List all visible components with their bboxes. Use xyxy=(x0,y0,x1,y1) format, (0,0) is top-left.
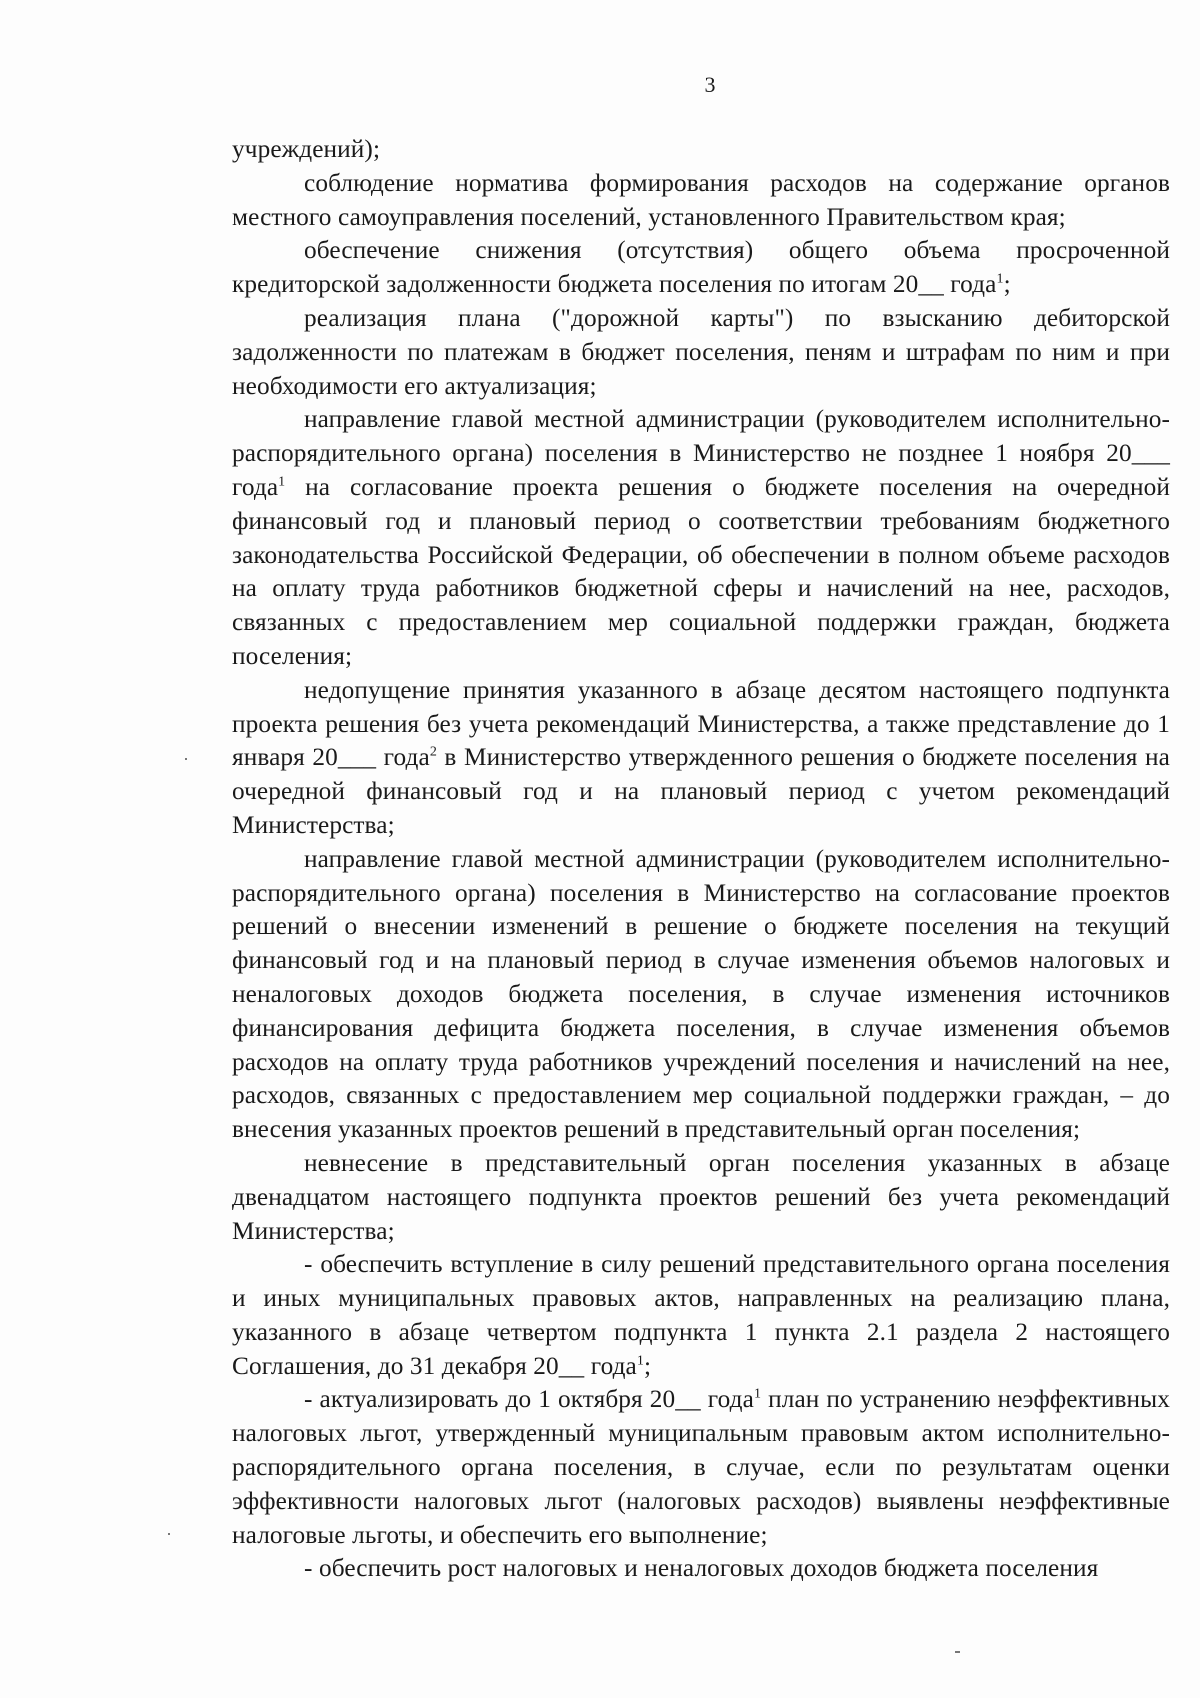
paragraph-text: - обеспечить вступление в силу решений представительного органа поселения и иных муниципальных правовых актов, направленных на реализацию плана, указанного в абзаце четвертом подпункта 1 пункта 2.1 раздела 2 настоящего Соглашения, до 31 декабря 20__ года xyxy=(232,1250,1170,1380)
paragraph-text: - актуализировать до 1 октября 20__ года xyxy=(304,1385,754,1414)
footnote-marker: 1 xyxy=(753,1387,762,1403)
paragraph-text: направление главой местной администрации (руководителем исполнительно-распорядительного органа) поселения в Министерство не позднее 1 ноября 20___ года xyxy=(232,405,1170,501)
paragraph: невнесение в представительный орган поселения указанных в абзаце двенадцатом настоящего подпункта проектов решений без учета рекомендаций Министерства; xyxy=(232,1148,1170,1245)
paragraph: учреждений); xyxy=(232,135,381,163)
scan-speck xyxy=(168,1533,170,1535)
paragraph-text: план по устранению неэффективных налоговых льгот, утвержденный муниципальным правовым актом исполнительно-распорядительного органа поселения, в случае, если по результатам оценки эффективности налоговых льгот (налоговых расходов) выявлены неэффективные налоговые льготы, и обеспечить его выполнение; xyxy=(232,1385,1170,1549)
paragraph-text: в Министерство утвержденного решения о бюджете поселения на очередной финансовый год и на плановый период с учетом рекомендаций Министерства; xyxy=(232,743,1170,839)
paragraph: соблюдение норматива формирования расходов на содержание органов местного самоуправления поселений, установленного Правительством края; xyxy=(232,168,1170,231)
paragraph xyxy=(232,1248,1170,1383)
paragraph-text: недопущение принятия указанного в абзаце десятом настоящего подпункта проекта решения без учета рекомендаций Министерства, а также представление до 1 января 20___ года xyxy=(232,675,1170,772)
footnote-marker: 1 xyxy=(278,474,286,490)
paragraph: - обеспечить рост налоговых и неналоговых доходов бюджета поселения xyxy=(304,1554,1099,1583)
footnote-marker: 1 xyxy=(636,1353,644,1369)
page-number: 3 xyxy=(704,72,716,97)
paragraph xyxy=(232,674,1170,843)
scan-speck xyxy=(955,1651,960,1653)
paragraph xyxy=(232,1383,1170,1552)
paragraph: направление главой местной администрации (руководителем исполнительно-распорядительного органа) поселения в Министерство на согласование проектов решений о внесении изменений в решение о бюджете поселения на текущий финансовый год и на плановый период в случае изменения объемов налоговых и неналоговых доходов бюджета поселения, в случае изменения источников финансирования дефицита бюджета поселения, в случае изменения объемов расходов на оплату труда работников учреждений поселения и начислений на нее, расходов, связанных с предоставлением мер социальной поддержки граждан, – до внесения указанных проектов решений в представительный орган поселения; xyxy=(232,844,1170,1144)
paragraph-text: обеспечение снижения (отсутствия) общего объема просроченной кредиторской задолженности бюджета поселения по итогам 20__ года xyxy=(232,236,1170,299)
document-body xyxy=(232,133,1170,1586)
paragraph-text: на согласование проекта решения о бюджете поселения на очередной финансовый год и плановый период о соответствии требованиям бюджетного законодательства Российской Федерации, об обеспечении в полном объеме расходов на оплату труда работников бюджетной сферы и начислений на нее, расходов, связанных с предоставлением мер социальной поддержки граждан, бюджета поселения; xyxy=(232,472,1170,670)
paragraph xyxy=(232,403,1170,673)
paragraph-text: ; xyxy=(1003,270,1011,299)
scan-speck xyxy=(185,758,187,760)
paragraph: реализация плана ("дорожной карты") по взысканию дебиторской задолженности по платежам в бюджет поселения, пеням и штрафам по ним и при необходимости его актуализация; xyxy=(232,303,1170,400)
paragraph-text: ; xyxy=(644,1351,652,1380)
footnote-marker: 2 xyxy=(429,744,437,760)
paragraph xyxy=(232,234,1170,302)
footnote-marker: 1 xyxy=(996,271,1004,287)
